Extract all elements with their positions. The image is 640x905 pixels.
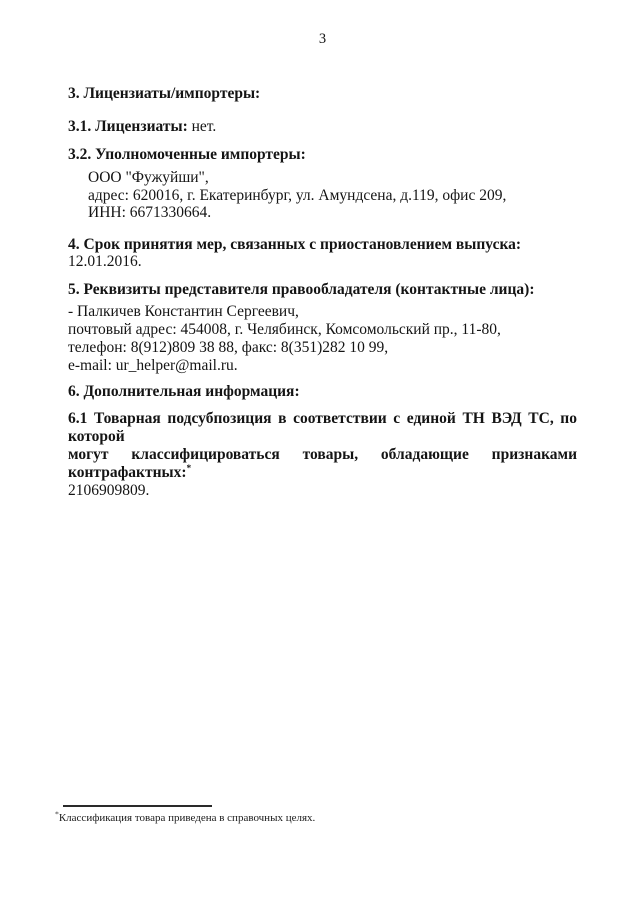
importer-address: адрес: 620016, г. Екатеринбург, ул. Амундсена, д.119, офис 209,: [88, 186, 507, 204]
section-4-line: [68, 236, 577, 270]
commodity-code: 2106909809.: [68, 481, 150, 499]
section-4-date: 12.01.2016.: [68, 252, 142, 270]
section-3-1-line: [68, 118, 577, 135]
section-6-1-line-2: могут классифицироваться товары, обладающие признаками: [68, 445, 577, 463]
section-4-label: 4. Срок принятия мер, связанных с приостановлением выпуска:: [68, 235, 522, 253]
footnote-marker: *: [55, 809, 59, 819]
contact-block: [68, 303, 577, 375]
importer-name: ООО "Фужуйши",: [88, 169, 209, 186]
contact-person: - Палкичев Константин Сергеевич,: [68, 302, 299, 320]
contact-phone-fax: телефон: 8(912)809 38 88, факс: 8(351)282 10 99,: [68, 338, 389, 356]
footnote-text: *Классификация товара приведена в справочных целях.: [55, 809, 316, 824]
contact-postal-address: почтовый адрес: 454008, г. Челябинск, Комсомольский пр., 11-80,: [68, 320, 501, 338]
section-3-1-label: 3.1. Лицензиаты:: [68, 118, 188, 135]
section-5-heading: 5. Реквизиты представителя правообладателя (контактные лица):: [68, 280, 535, 298]
section-3-1-value: нет.: [191, 118, 217, 135]
footnote-rule: [63, 805, 212, 807]
footnote-marker-inline: *: [186, 463, 192, 474]
page-number: 3: [318, 31, 327, 47]
importer-inn: ИНН: 6671330664.: [88, 204, 212, 221]
section-6-1-line-3: контрафактных:*: [68, 463, 192, 481]
contact-email: e-mail: ur_helper@mail.ru.: [68, 356, 238, 374]
section-6-1-paragraph: [68, 410, 577, 500]
document-page: [68, 0, 577, 500]
importer-block: [68, 169, 577, 222]
footnote-block: [55, 805, 455, 825]
section-3-heading: 3. Лицензиаты/импортеры:: [68, 85, 261, 102]
section-3-2-heading: 3.2. Уполномоченные импортеры:: [68, 146, 306, 163]
section-6-heading: 6. Дополнительная информация:: [68, 382, 300, 400]
section-6-1-line-1: 6.1 Товарная подсубпозиция в соответствии с единой ТН ВЭД ТС, по которой: [68, 409, 577, 445]
